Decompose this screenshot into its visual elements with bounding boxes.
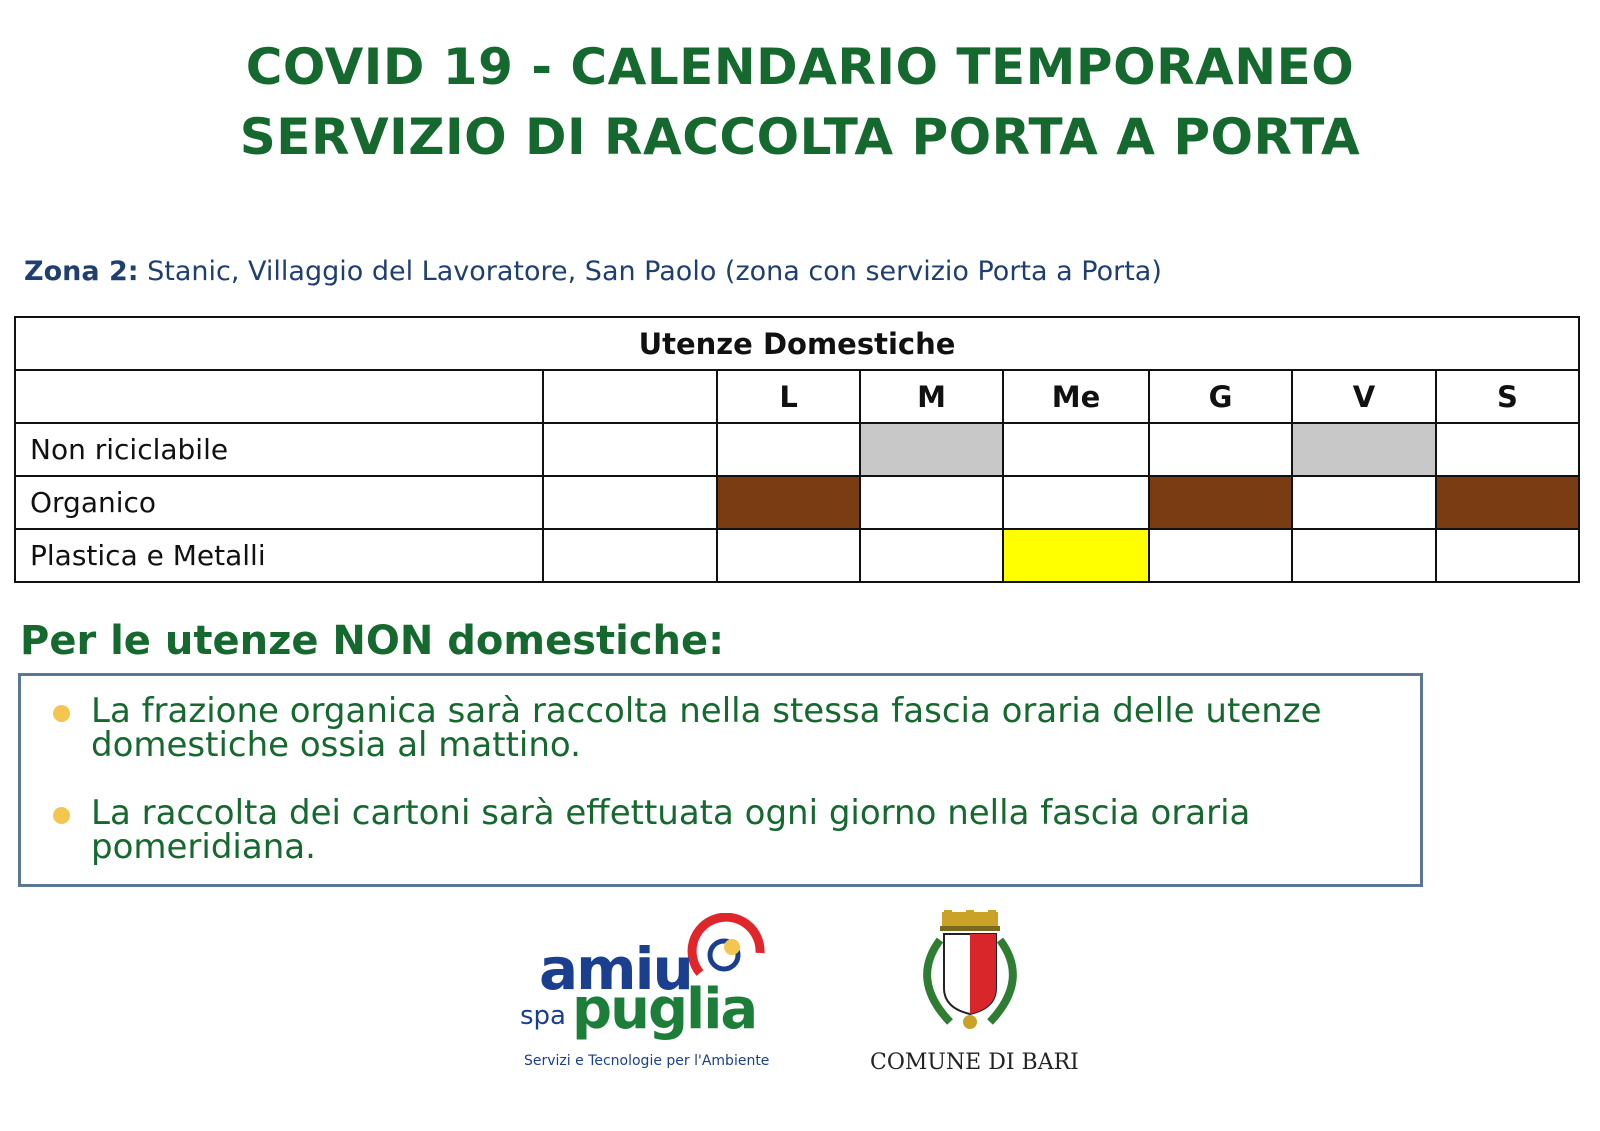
- schedule-cell: [1149, 476, 1292, 529]
- schedule-cell: [1436, 476, 1579, 529]
- bullet-icon: [53, 807, 70, 824]
- table-blank-header-cell: [543, 370, 717, 423]
- amiu-puglia-logo: [520, 905, 770, 1075]
- schedule-cell: [860, 476, 1003, 529]
- waste-type-label: Non riciclabile: [15, 423, 543, 476]
- schedule-cell: [1003, 423, 1149, 476]
- table-corner-cell: [15, 370, 543, 423]
- day-header: S: [1436, 370, 1579, 423]
- table-row: [15, 476, 1579, 529]
- table-row: [15, 529, 1579, 582]
- table-blank-cell: [543, 476, 717, 529]
- schedule-cell: [1003, 529, 1149, 582]
- schedule-cell: [1436, 423, 1579, 476]
- schedule-cell: [1292, 423, 1436, 476]
- waste-type-label: Organico: [15, 476, 543, 529]
- schedule-cell: [1003, 476, 1149, 529]
- schedule-cell: [1436, 529, 1579, 582]
- schedule-cell: [860, 529, 1003, 582]
- table-header-utenze-domestiche: Utenze Domestiche: [15, 317, 1579, 370]
- schedule-cell: [1149, 529, 1292, 582]
- day-header: M: [860, 370, 1003, 423]
- title-line-1: COVID 19 - CALENDARIO TEMPORANEO: [245, 38, 1355, 96]
- amiu-tagline: Servizi e Tecnologie per l'Ambiente: [524, 1053, 770, 1069]
- bari-coat-of-arms-icon: [870, 910, 1070, 1045]
- table-blank-cell: [543, 423, 717, 476]
- title-line-2: SERVIZIO DI RACCOLTA PORTA A PORTA: [239, 108, 1361, 166]
- note-text: La frazione organica sarà raccolta nella stessa fascia oraria delle utenze domestiche ossia al mattino.: [91, 691, 1322, 765]
- day-header: V: [1292, 370, 1436, 423]
- amiu-wordmark: amiu: [539, 935, 692, 1003]
- day-header: G: [1149, 370, 1292, 423]
- page-title: [0, 32, 1600, 172]
- footer-logos: [0, 905, 1600, 1105]
- day-header: Me: [1003, 370, 1149, 423]
- non-domestic-notes-box: [18, 673, 1423, 887]
- bullet-icon: [53, 705, 70, 722]
- puglia-wordmark: puglia: [572, 977, 757, 1042]
- schedule-cell: [717, 476, 860, 529]
- amiu-spa-text: spa: [520, 1001, 566, 1031]
- collection-schedule-table: [14, 316, 1580, 583]
- non-domestic-heading: Per le utenze NON domestiche:: [20, 618, 725, 664]
- comune-di-bari-logo: [870, 910, 1079, 1080]
- schedule-cell: [717, 529, 860, 582]
- table-blank-cell: [543, 529, 717, 582]
- table-row: [15, 423, 1579, 476]
- schedule-cell: [860, 423, 1003, 476]
- schedule-cell: [1292, 529, 1436, 582]
- table-days-row: [15, 370, 1579, 423]
- zone-text: Stanic, Villaggio del Lavoratore, San Paolo (zona con servizio Porta a Porta): [138, 256, 1162, 287]
- zone-label: Zona 2:: [24, 256, 139, 287]
- schedule-cell: [1149, 423, 1292, 476]
- schedule-cell: [1292, 476, 1436, 529]
- comune-di-bari-caption: COMUNE DI BARI: [870, 1050, 1079, 1075]
- day-header: L: [717, 370, 860, 423]
- note-text: La raccolta dei cartoni sarà effettuata ogni giorno nella fascia oraria pomeridiana.: [91, 793, 1251, 867]
- zone-description: [24, 256, 1162, 287]
- waste-type-label: Plastica e Metalli: [15, 529, 543, 582]
- schedule-cell: [717, 423, 860, 476]
